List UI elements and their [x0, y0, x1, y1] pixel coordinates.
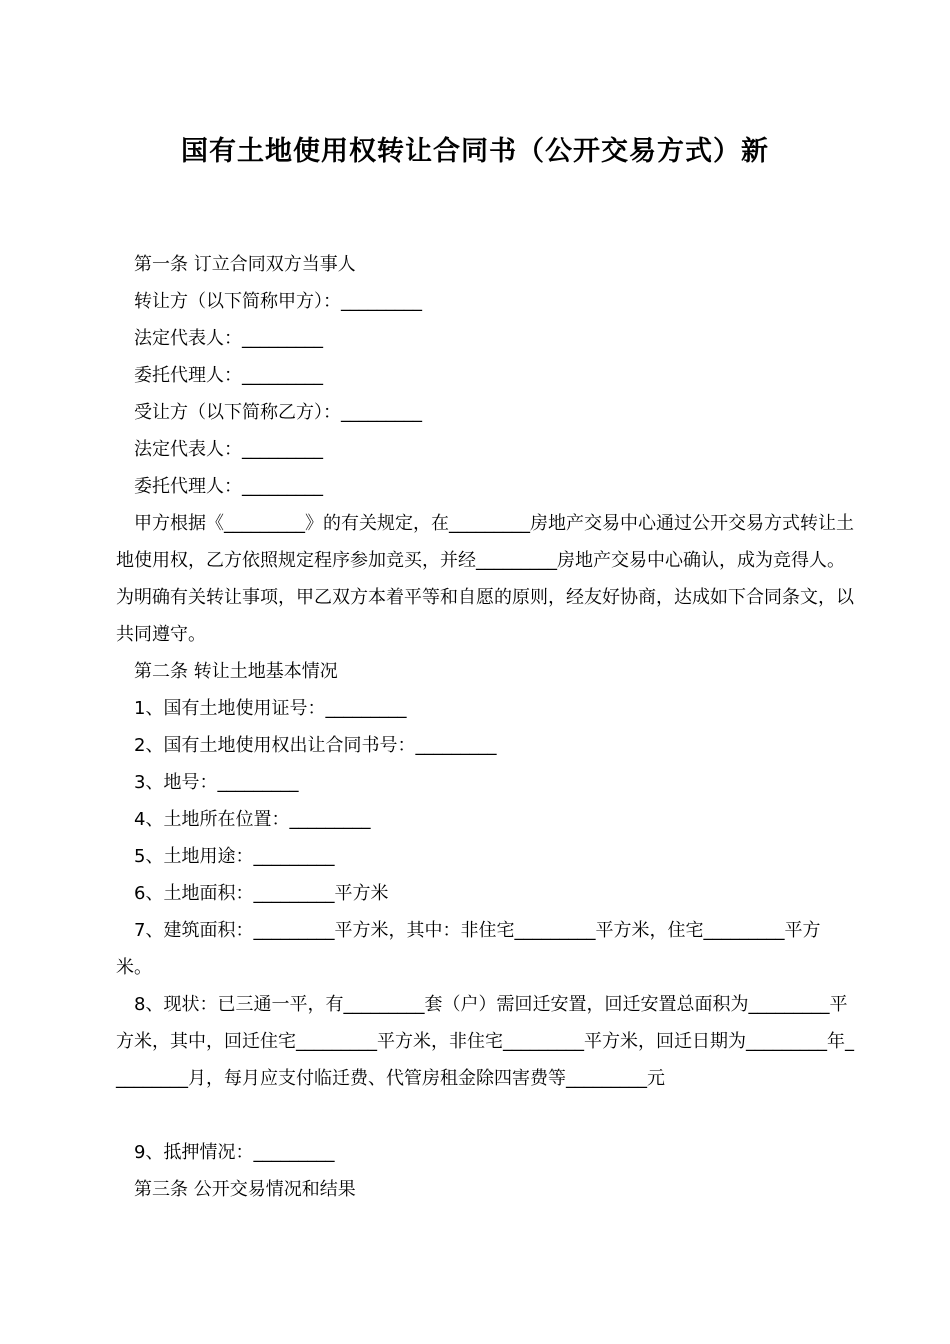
transferee-field: 受让方（以下简称乙方）：_________	[134, 402, 422, 423]
article-3-heading: 第三条 公开交易情况和结果	[134, 1179, 356, 1200]
intro-paragraph: 甲方根据《_________》的有关规定，在_________房地产交易中心通过公开交易方式转让土地使用权，乙方依照规定程序参加竞买，并经_________房地产交易中心确认，成为竞得人。为明确有关转让事项，甲乙双方本着平等和自愿的原则，经友好协商，达成如下合同条文，以共同遵守。	[116, 513, 854, 645]
document-body	[116, 246, 854, 1208]
article-1-heading: 第一条 订立合同双方当事人	[134, 254, 356, 275]
document-title: 国有土地使用权转让合同书（公开交易方式）新	[181, 136, 769, 167]
mortgage-field: 9、抵押情况：_________	[134, 1142, 335, 1163]
transferee-legal-rep-field: 法定代表人：_________	[134, 439, 323, 460]
lot-number-field: 3、地号：_________	[134, 772, 299, 793]
land-area-field: 6、土地面积：_________平方米	[134, 883, 389, 904]
transferor-field: 转让方（以下简称甲方）：_________	[134, 291, 422, 312]
article-2-heading: 第二条 转让土地基本情况	[134, 661, 338, 682]
transferor-legal-rep-field: 法定代表人：_________	[134, 328, 323, 349]
transferor-agent-field: 委托代理人：_________	[134, 365, 323, 386]
land-use-field: 5、土地用途：_________	[134, 846, 335, 867]
current-status-paragraph: 8、现状：已三通一平，有_________套（户）需回迁安置，回迁安置总面积为_________平方米，其中，回迁住宅_________平方米，非住宅_________平方米，回迁日期为_________年_________月，每月应支付临迁费、代管房租金除四害费等_________元	[116, 994, 854, 1089]
land-certificate-field: 1、国有土地使用证号：_________	[134, 698, 407, 719]
land-location-field: 4、土地所在位置：_________	[134, 809, 371, 830]
transferee-agent-field: 委托代理人：_________	[134, 476, 323, 497]
building-area-paragraph: 7、建筑面积：_________平方米，其中：非住宅_________平方米，住宅_________平方米。	[116, 920, 821, 978]
grant-contract-field: 2、国有土地使用权出让合同书号：_________	[134, 735, 497, 756]
paragraph-spacer	[116, 1097, 854, 1134]
